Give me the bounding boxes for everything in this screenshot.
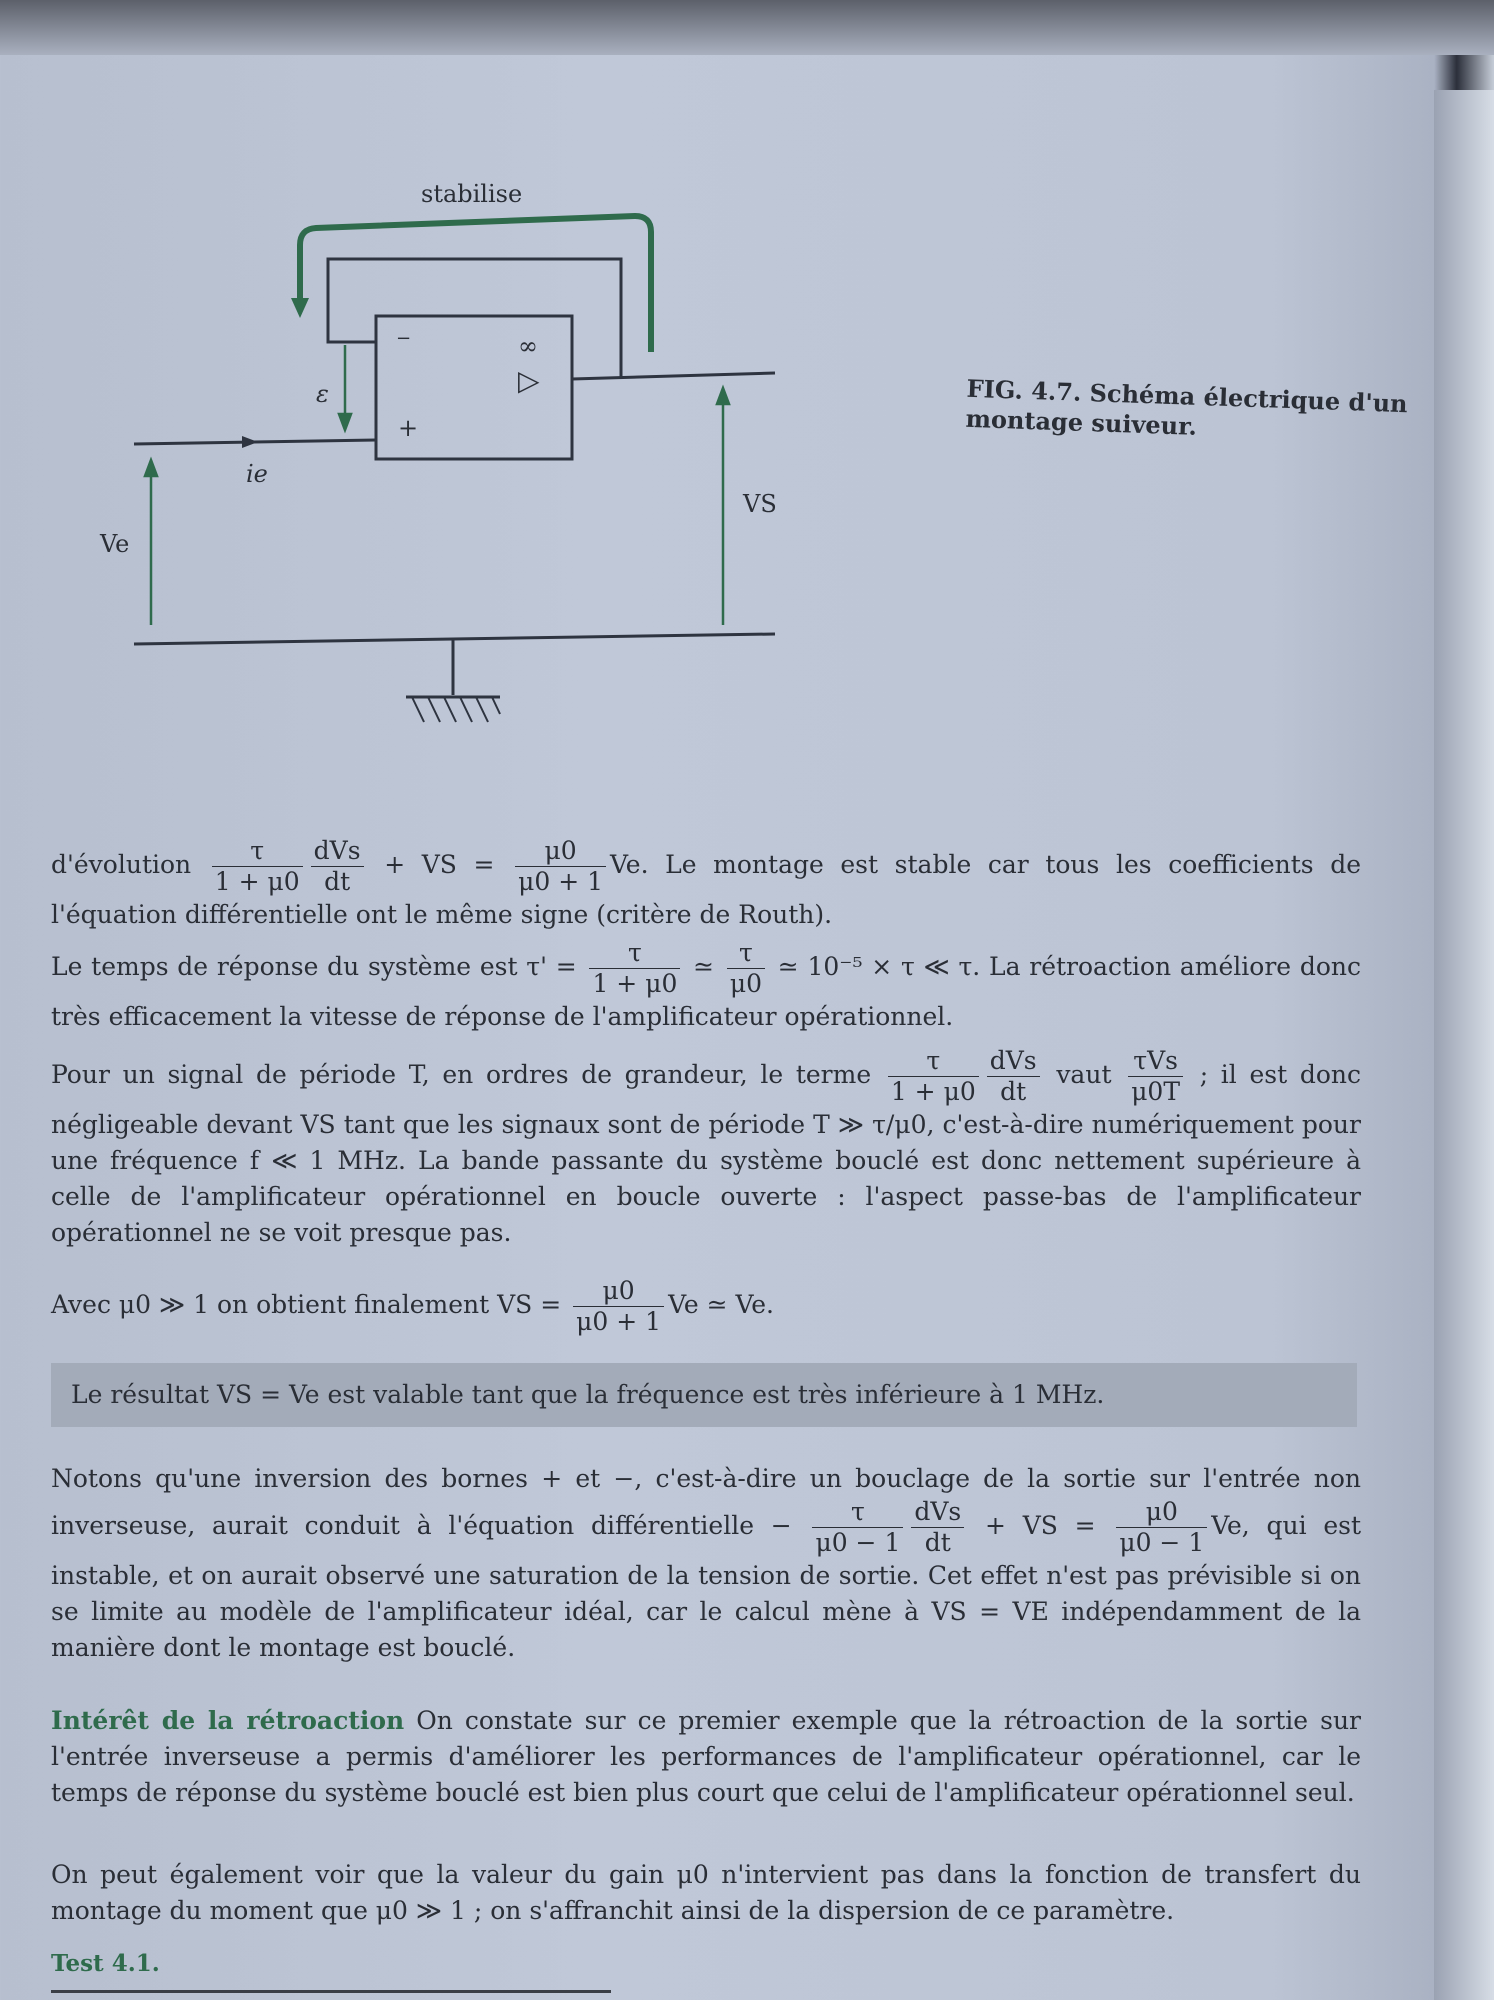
text: Ve ≃ Ve. [668,1290,774,1319]
text: Pour un signal de période T, en ordres de grandeur, le terme [51,1060,872,1089]
text: Avec μ0 ≫ 1 on obtient finalement VS = [51,1290,562,1319]
feedback-wire [328,259,621,379]
ie-label: ie [246,460,268,488]
figure-number: FIG. 4.7. [966,373,1082,407]
text: vaut [1056,1060,1112,1089]
next-page-edge [1434,90,1494,2000]
fraction: $\frac{\tau}{1 + \mu 0}$ [212,836,303,897]
text: + VS = [384,850,495,879]
paragraph-gain: On peut également voir que la valeur du gain μ0 n'intervient pas dans la fonction de transfert du montage du moment que μ0 ≫ 1 ; on s'affranchit ainsi de la dispersion de ce paramètre. [51,1860,1361,1925]
fraction: $\frac{\tau}{1 + \mu 0}$ [589,938,680,999]
fraction: $\frac{\mu 0}{\mu 0 + 1}$ [573,1276,664,1337]
ground-hatch [412,697,500,722]
follower-circuit-diagram [0,0,1000,760]
epsilon-label: ε [316,380,329,408]
divider [51,1990,611,1993]
text: Ve. Le montage est stable car tous les coefficients de l'équation différentielle ont le même signe (critère de Routh). [51,850,1362,929]
figure-caption-text: Schéma électrique d'un montage suiveur. [965,378,1409,441]
text: ; il est donc négligeable devant VS tant que les signaux sont de période T ≫ τ/μ0, c'est-à-dire numériquement pour une fréquence f ≪ 1 MHz. La bande passante du système bouclé est donc nettement supérieure à celle de l'amplificateur opérationnel en boucle ouverte : l'aspect passe-bas de l'amplificateur opérationnel ne se voit presque pas. [51,1060,1361,1247]
fraction: $\frac{\text{dVs}}{dt}$ [987,1046,1040,1107]
fraction: $\frac{\mu 0}{\mu 0 + 1}$ [515,836,606,897]
fraction: $\frac{\text{dVs}}{dt}$ [311,836,364,897]
figure-caption [965,374,1494,452]
text: ≃ [693,952,715,981]
paragraph-response-time [51,938,1361,1035]
text: On constate sur ce premier exemple que la rétroaction de la sortie sur l'entrée inverseuse a permis d'améliorer les performances de l'amplificateur opérationnel, car le temps de réponse du système bouclé est bien plus court que celui de l'amplificateur opérationnel seul. [51,1706,1361,1807]
paragraph-inversion [51,1461,1361,1666]
text: + VS = [985,1511,1096,1540]
stabilise-label: stabilise [421,180,523,208]
paragraph-evolution [51,836,1361,933]
fraction: $\frac{\text{τVs}}{\mu 0T}$ [1128,1046,1183,1107]
amplifier-triangle-icon: ▷ [518,364,540,397]
fraction: $\frac{\tau}{\mu 0 - 1}$ [812,1497,903,1558]
section-heading: Intérêt de la rétroaction [51,1706,405,1735]
minus-terminal: − [396,328,412,349]
stabilise-feedback-arrow [300,216,651,352]
text: Le temps de réponse du système est τ' = [51,952,577,981]
vs-label: VS [743,490,777,518]
text: ≃ 10⁻⁵ × τ ≪ τ. La rétroaction améliore donc très efficacement la vitesse de réponse de l'amplificateur opérationnel. [51,952,1362,1031]
paragraph-final-result [51,1276,1361,1337]
fraction: $\frac{\mu 0}{\mu 0 - 1}$ [1116,1497,1207,1558]
plus-terminal: + [398,414,419,442]
fraction: $\frac{\tau}{\mu 0}$ [727,938,765,999]
ve-label: Ve [100,530,130,558]
fraction: $\frac{\text{dVs}}{dt}$ [911,1497,964,1558]
paragraph-bandwidth [51,1046,1361,1251]
input-current-arrowhead [242,436,258,448]
output-wire [572,373,775,379]
text: Ve, qui est instable, et on aurait observé une saturation de la tension de sortie. Cet effet n'est pas prévisible si on se limite au modèle de l'amplificateur idéal, car le calcul mène à VS = VE indépendamment de la manière dont le montage est bouclé. [51,1511,1362,1662]
highlight-box: Le résultat VS = Ve est valable tant que la fréquence est très inférieure à 1 MHz. [51,1363,1357,1427]
fraction: $\frac{\tau}{1 + \mu 0}$ [888,1046,979,1107]
paragraph-feedback-interest [51,1703,1361,1811]
test-reference-link[interactable]: Test 4.1. [51,1950,160,1977]
text: d'évolution [51,850,192,879]
infinity-symbol: ∞ [518,332,538,360]
text: Notons qu'une inversion des bornes + et −, c'est-à-dire un bouclage de la sortie sur l'entrée non inverseuse, aurait conduit à l'équation différentielle − [51,1464,1361,1540]
